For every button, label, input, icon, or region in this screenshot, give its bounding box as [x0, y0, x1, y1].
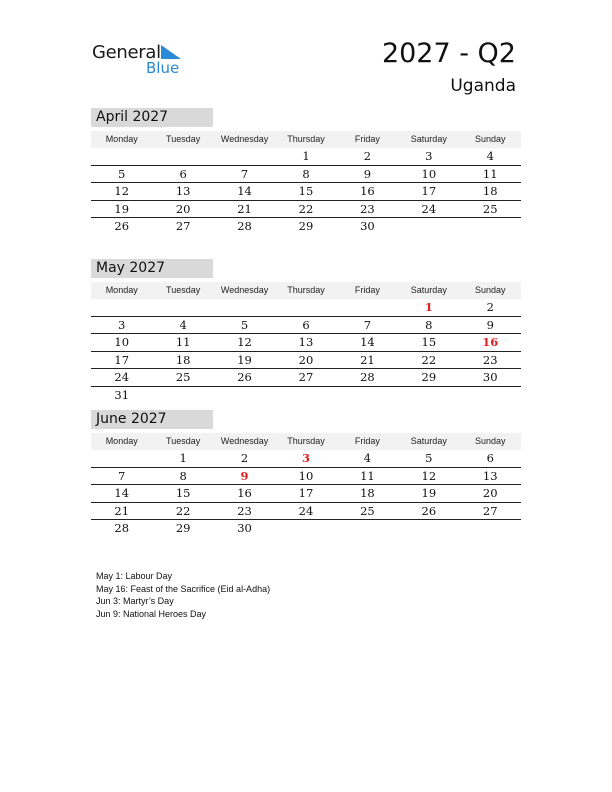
weekday-label: Friday — [354, 134, 380, 144]
weekday-label: Tuesday — [166, 436, 201, 446]
day-cell: 2 — [486, 300, 494, 314]
holiday-note: Jun 9: National Heroes Day — [96, 608, 207, 619]
weekday-label: Thursday — [287, 285, 325, 295]
day-cell: 18 — [482, 184, 498, 198]
day-cell — [275, 520, 336, 537]
week-row — [91, 503, 521, 521]
week-row — [91, 334, 521, 352]
weekday-label: Wednesday — [220, 285, 269, 295]
day-cell: 25 — [175, 370, 191, 384]
day-cell: 5 — [118, 166, 126, 181]
day-cell: 12 — [114, 184, 130, 198]
day-cell — [91, 148, 152, 165]
day-cell: 26 — [421, 503, 437, 518]
general-blue-logo — [92, 42, 192, 78]
day-cell: 14 — [237, 184, 252, 198]
weekday-label: Sunday — [474, 134, 506, 144]
day-cell — [337, 520, 398, 537]
weekday-header-row — [91, 433, 521, 450]
holiday-notes — [96, 570, 270, 620]
day-cell: 30 — [360, 219, 375, 233]
day-cell — [275, 299, 336, 316]
weekday-label: Thursday — [287, 134, 325, 144]
day-cell: 8 — [302, 166, 310, 181]
day-cell: 23 — [237, 503, 252, 518]
day-cell: 9 — [486, 317, 494, 332]
day-cell: 31 — [114, 387, 130, 402]
weekday-label: Monday — [105, 285, 138, 295]
country-name: Uganda — [450, 76, 516, 96]
day-cell: 2 — [363, 149, 372, 163]
day-cell — [398, 520, 459, 537]
day-cell: 14 — [114, 486, 130, 500]
weekday-label: Friday — [354, 436, 380, 446]
weekday-header-row — [91, 282, 521, 299]
holiday-note: May 16: Feast of the Sacrifice (Eid al-Adha) — [96, 583, 271, 594]
week-row — [91, 352, 521, 370]
week-row — [91, 166, 521, 184]
day-cell: 13 — [298, 335, 314, 349]
day-cell: 11 — [482, 166, 498, 181]
day-cell: 22 — [421, 352, 437, 367]
day-cell: 9 — [363, 166, 372, 181]
day-cell: 21 — [360, 352, 375, 367]
holiday-day-cell: 9 — [240, 468, 249, 483]
day-cell: 26 — [237, 370, 252, 384]
day-cell: 1 — [179, 451, 187, 465]
day-cell: 7 — [118, 468, 126, 483]
day-cell: 4 — [486, 149, 494, 163]
day-cell: 25 — [482, 201, 498, 216]
holiday-note: May 1: Labour Day — [96, 571, 173, 581]
weekday-label: Tuesday — [166, 285, 201, 295]
day-cell: 6 — [179, 166, 187, 181]
day-cell: 8 — [425, 317, 433, 332]
day-cell: 10 — [114, 335, 130, 349]
week-row — [91, 369, 521, 387]
month-june — [91, 410, 521, 537]
day-cell: 28 — [360, 370, 375, 384]
day-cell — [91, 450, 152, 467]
day-cell: 13 — [175, 184, 191, 198]
day-cell: 29 — [298, 219, 314, 233]
day-cell: 26 — [114, 219, 130, 233]
day-cell — [337, 299, 398, 316]
day-cell: 28 — [114, 521, 130, 535]
month-april — [91, 108, 521, 235]
day-cell: 27 — [175, 219, 191, 233]
day-cell: 15 — [421, 335, 437, 349]
day-cell — [398, 387, 459, 404]
day-cell: 29 — [175, 521, 191, 535]
day-cell: 30 — [237, 521, 252, 535]
day-cell: 22 — [175, 503, 191, 518]
day-cell — [460, 387, 521, 404]
month-title: June 2027 — [91, 410, 213, 429]
day-cell: 17 — [298, 486, 314, 500]
week-row — [91, 387, 521, 404]
day-cell — [398, 218, 459, 235]
day-cell — [91, 299, 152, 316]
day-cell: 14 — [360, 335, 375, 349]
day-cell: 12 — [421, 468, 437, 483]
day-cell — [214, 387, 275, 404]
day-cell: 20 — [482, 486, 498, 500]
holiday-day-cell: 1 — [424, 300, 433, 314]
day-cell: 8 — [179, 468, 187, 483]
day-cell: 23 — [482, 352, 498, 367]
day-cell: 21 — [237, 201, 252, 216]
week-row — [91, 317, 521, 335]
week-row — [91, 183, 521, 201]
weekday-label: Saturday — [410, 134, 447, 144]
weekday-label: Friday — [354, 285, 380, 295]
week-row — [91, 520, 521, 537]
weekday-label: Monday — [105, 134, 138, 144]
week-row — [91, 201, 521, 219]
day-cell — [214, 299, 275, 316]
weekday-label: Sunday — [474, 285, 506, 295]
logo-text-blue: Blue — [146, 59, 180, 77]
day-cell: 4 — [179, 317, 187, 332]
day-cell — [337, 387, 398, 404]
day-cell: 3 — [118, 317, 126, 332]
day-cell: 12 — [237, 335, 252, 349]
week-row — [91, 299, 521, 317]
weekday-label: Wednesday — [220, 134, 269, 144]
day-cell: 15 — [298, 184, 314, 198]
day-cell: 27 — [482, 503, 498, 518]
day-cell: 5 — [425, 451, 433, 465]
day-cell — [275, 387, 336, 404]
holiday-day-cell: 16 — [482, 335, 499, 349]
day-cell: 11 — [175, 335, 191, 349]
week-row — [91, 450, 521, 468]
weekday-label: Sunday — [474, 436, 506, 446]
week-row — [91, 485, 521, 503]
day-cell: 11 — [360, 468, 375, 483]
day-cell — [214, 148, 275, 165]
week-row — [91, 468, 521, 486]
day-cell: 3 — [425, 149, 433, 163]
day-cell: 19 — [237, 352, 252, 367]
weekday-label: Wednesday — [220, 436, 269, 446]
day-cell: 16 — [237, 486, 252, 500]
weekday-header-row — [91, 131, 521, 148]
day-cell: 17 — [114, 352, 130, 367]
day-cell: 7 — [240, 166, 249, 181]
day-cell: 5 — [240, 317, 249, 332]
page-title: 2027 - Q2 — [381, 38, 516, 69]
week-row — [91, 218, 521, 235]
day-cell: 2 — [240, 451, 249, 465]
day-cell: 20 — [175, 201, 191, 216]
day-cell: 20 — [298, 352, 314, 367]
day-cell: 13 — [482, 468, 498, 483]
day-cell: 1 — [302, 149, 310, 163]
logo-text-general: General — [92, 42, 161, 63]
day-cell: 18 — [360, 486, 375, 500]
day-cell: 24 — [114, 370, 130, 384]
day-cell: 30 — [482, 370, 498, 384]
weekday-label: Monday — [105, 436, 138, 446]
weekday-label: Saturday — [410, 285, 447, 295]
day-cell — [152, 299, 213, 316]
day-cell — [152, 387, 213, 404]
day-cell: 15 — [175, 486, 191, 500]
day-cell: 22 — [298, 201, 314, 216]
weekday-label: Thursday — [287, 436, 325, 446]
month-may — [91, 259, 521, 403]
week-row — [91, 148, 521, 166]
day-cell: 10 — [421, 166, 437, 181]
holiday-note: Jun 3: Martyr’s Day — [96, 596, 174, 606]
day-cell: 10 — [298, 468, 314, 483]
day-cell — [460, 520, 521, 537]
day-cell: 16 — [360, 184, 375, 198]
day-cell: 21 — [114, 503, 130, 518]
day-cell: 28 — [237, 219, 252, 233]
day-cell: 17 — [421, 184, 437, 198]
weekday-label: Saturday — [410, 436, 447, 446]
day-cell — [460, 218, 521, 235]
day-cell: 18 — [175, 352, 191, 367]
day-cell: 4 — [363, 451, 372, 465]
day-cell: 6 — [486, 451, 494, 465]
day-cell: 7 — [363, 317, 372, 332]
day-cell: 27 — [298, 370, 314, 384]
day-cell: 19 — [421, 486, 437, 500]
holiday-day-cell: 3 — [301, 451, 310, 465]
day-cell: 25 — [360, 503, 375, 518]
weekday-label: Tuesday — [166, 134, 201, 144]
day-cell: 24 — [421, 201, 437, 216]
day-cell: 24 — [298, 503, 314, 518]
day-cell: 23 — [360, 201, 375, 216]
day-cell: 19 — [114, 201, 130, 216]
month-title: May 2027 — [91, 259, 213, 278]
day-cell: 29 — [421, 370, 437, 384]
month-title: April 2027 — [91, 108, 213, 127]
day-cell: 6 — [302, 317, 310, 332]
day-cell — [152, 148, 213, 165]
